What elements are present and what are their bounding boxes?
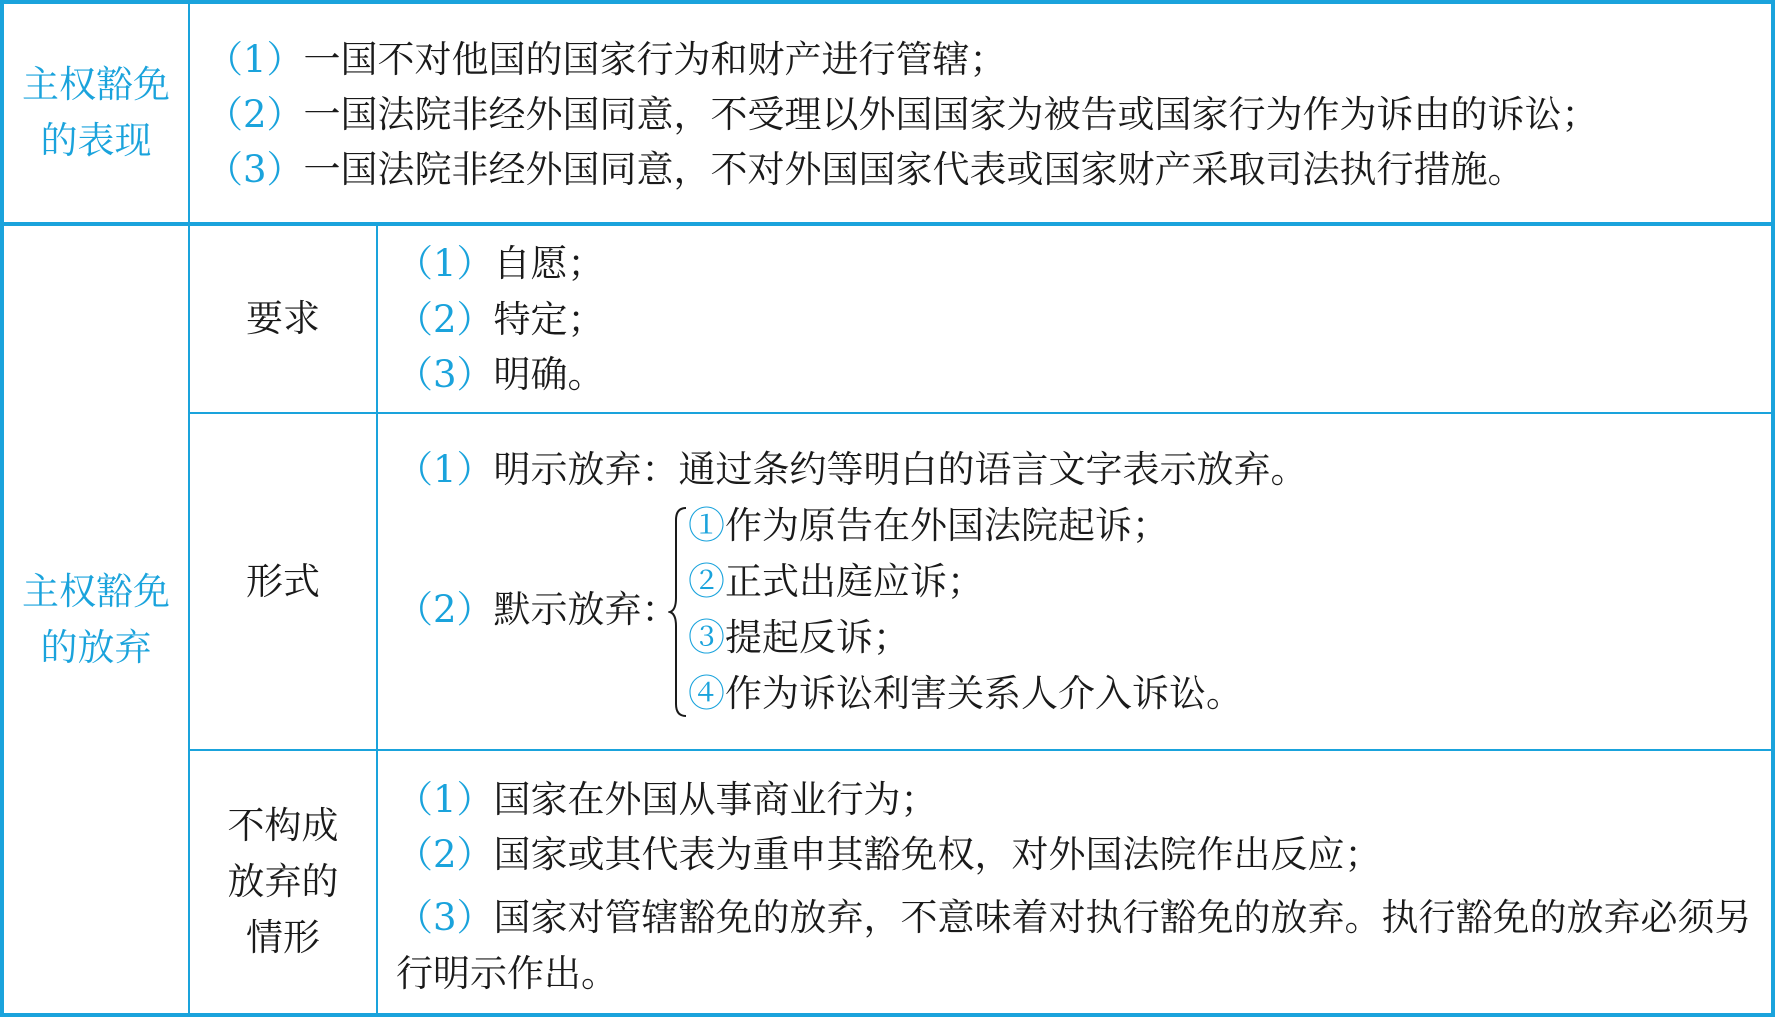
item-text: 国家或其代表为重申其豁免权，对外国法院作出反应； xyxy=(493,833,1382,876)
circle-number: ① xyxy=(688,504,725,547)
item-number: （2） xyxy=(396,833,494,876)
item-number: （1） xyxy=(396,778,494,821)
item-number: （3） xyxy=(396,353,494,396)
item-number: （3） xyxy=(206,148,304,191)
item-text: 正式出庭应诉； xyxy=(725,560,984,603)
not-waiver-item xyxy=(396,890,1758,1002)
item-number: （1） xyxy=(206,38,304,81)
not-waiver-label-line2: 放弃的 xyxy=(227,860,339,903)
implied-sub-item xyxy=(688,562,984,602)
item-text: 作为诉讼利害关系人介入诉讼。 xyxy=(725,672,1243,715)
item-text: 一国法院非经外国同意，不受理以外国国家为被告或国家行为作为诉由的诉讼； xyxy=(303,93,1599,136)
not-waiver-label-line1: 不构成 xyxy=(227,804,339,847)
implied-sub-item xyxy=(688,674,1243,714)
requirement-item xyxy=(396,244,605,284)
express-waiver xyxy=(396,450,1308,490)
item-number: （2） xyxy=(206,93,304,136)
item-text: 一国不对他国的国家行为和财产进行管辖； xyxy=(303,38,1007,81)
item-text: 国家在外国从事商业行为； xyxy=(493,778,938,821)
border-right xyxy=(1771,0,1775,1017)
requirement-label: 要求 xyxy=(246,297,320,340)
implied-sub-item xyxy=(688,506,1169,546)
item-text: 国家对管辖豁免的放弃，不意味着对执行豁免的放弃。执行豁免的放弃必须另行明示作出。 xyxy=(396,896,1752,995)
item-text: 明示放弃：通过条约等明白的语言文字表示放弃。 xyxy=(493,448,1308,491)
not-waiver-item xyxy=(396,835,1382,875)
section1-item xyxy=(206,40,1007,80)
row-divider-2 xyxy=(188,749,1775,751)
section1-title-line1: 主权豁免 xyxy=(22,63,170,106)
item-number: （3） xyxy=(396,896,494,939)
item-number: （1） xyxy=(396,448,494,491)
implied-waiver xyxy=(396,590,679,630)
row-divider-1 xyxy=(188,412,1775,414)
item-text: 作为原告在外国法院起诉； xyxy=(725,504,1169,547)
not-waiver-label-line3: 情形 xyxy=(246,916,320,959)
section2-title xyxy=(4,226,188,1013)
curly-brace-icon xyxy=(668,506,690,718)
col-divider-2 xyxy=(376,224,378,1017)
not-waiver-item xyxy=(396,780,938,820)
circle-number: ② xyxy=(688,560,725,603)
section1-item xyxy=(206,95,1599,135)
item-number: （2） xyxy=(396,298,494,341)
item-number: （2） xyxy=(396,588,494,631)
item-text: 一国法院非经外国同意，不对外国国家代表或国家财产采取司法执行措施。 xyxy=(303,148,1525,191)
requirement-item xyxy=(396,355,605,395)
item-text: 提起反诉； xyxy=(725,616,910,659)
requirement-item xyxy=(396,300,605,340)
item-text: 明确。 xyxy=(493,353,605,396)
section1-title xyxy=(4,4,188,222)
section1-title-line2: 的表现 xyxy=(40,119,152,162)
section2-title-line1: 主权豁免 xyxy=(22,569,170,613)
circle-number: ③ xyxy=(688,616,725,659)
border-top xyxy=(0,0,1775,4)
section1-item xyxy=(206,150,1525,190)
not-waiver-label xyxy=(190,751,376,1013)
border-bottom xyxy=(0,1013,1775,1017)
circle-number: ④ xyxy=(688,672,725,715)
item-number: （1） xyxy=(396,242,494,285)
form-label: 形式 xyxy=(246,559,320,603)
item-text: 默示放弃： xyxy=(493,588,679,631)
item-text: 特定； xyxy=(493,298,605,341)
implied-sub-item xyxy=(688,618,910,658)
section2-title-line2: 的放弃 xyxy=(40,625,152,669)
item-text: 自愿； xyxy=(493,242,605,285)
